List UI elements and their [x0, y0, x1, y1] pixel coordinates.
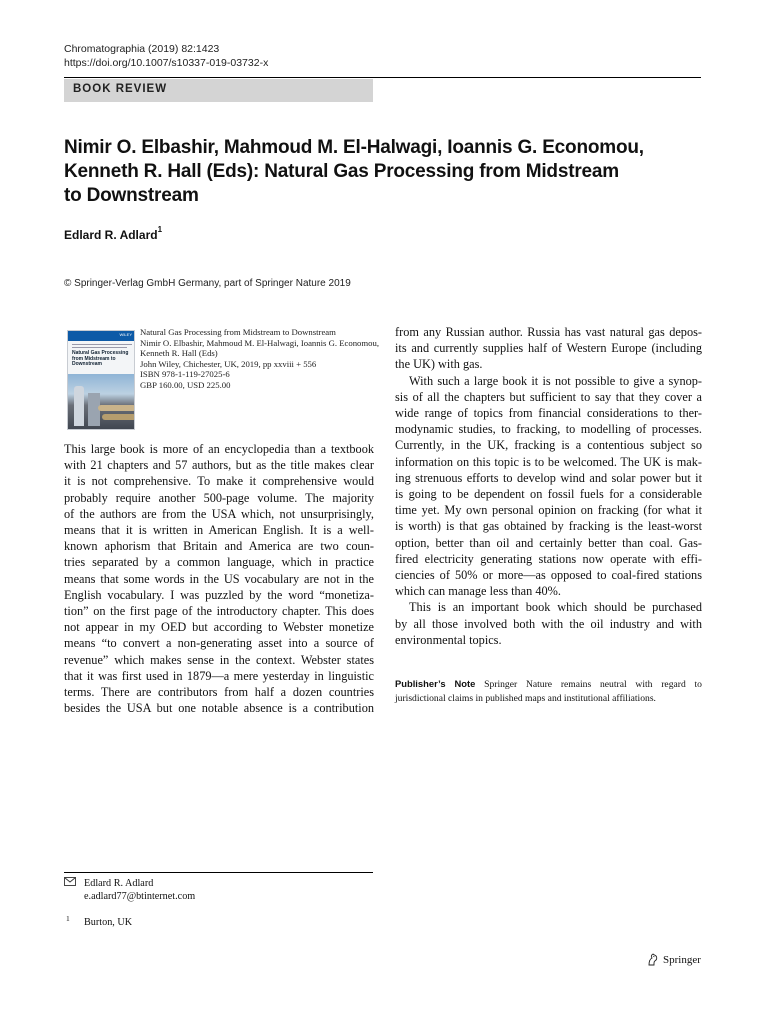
- text-line: means that it is written in American English. It is a well-: [64, 523, 374, 538]
- publishers-note-text: jurisdictional claims in published maps and institutional affiliations.: [395, 692, 656, 704]
- publishers-note: [395, 677, 702, 705]
- title-line: to Downstream: [64, 185, 199, 206]
- publishers-note-label: Publisher’s Note: [395, 678, 476, 689]
- header-rule: [64, 77, 701, 78]
- text-line: probably require another 500-page volume. The majority: [64, 490, 374, 505]
- cover-title: Natural Gas Processing from Midstream to Downstream: [72, 350, 129, 368]
- springer-logo-text: Springer: [663, 953, 701, 966]
- text-line: with 21 chapters and 57 authors, but as the title makes clear: [64, 458, 374, 473]
- book-info-line: GBP 160.00, USD 225.00: [140, 379, 231, 390]
- text-line: English vocabulary. I was puzzled by the word “monetiza-: [64, 587, 374, 602]
- text-line: time yet. My own personal opinion on fracking (for what it: [395, 503, 702, 518]
- text-line: wide range of topics from financial considerations to ther-: [395, 406, 702, 421]
- text-line: means “to convert a non-generating asset into a source of: [64, 636, 374, 651]
- author-line: [64, 227, 162, 242]
- copyright-notice: © Springer-Verlag GmbH Germany, part of Springer Nature 2019: [64, 278, 351, 289]
- text-line: sis of all the chapters but sufficient to say that they cover a: [395, 389, 702, 404]
- text-line: not appear in my OED but according to Webster monetize: [64, 620, 374, 635]
- text-line: tion” on the first page of the introductory chapter. This does: [64, 604, 374, 619]
- section-band: [64, 79, 373, 102]
- envelope-icon: [64, 877, 76, 889]
- footnote-rule: [64, 872, 373, 873]
- text-line: With such a large book it is not possible to give a synop-: [409, 373, 702, 388]
- affiliation-text: Burton, UK: [84, 917, 133, 928]
- text-line: information on this topic is to be welcomed. The UK is mak-: [395, 454, 702, 469]
- section-label: BOOK REVIEW: [73, 83, 168, 95]
- springer-horse-icon: [647, 953, 659, 966]
- text-line: from any Russian author. Russia has vast natural gas depos-: [395, 325, 702, 339]
- text-line: is worth) is that gas obtained by fracking is the least-worst: [395, 519, 702, 534]
- corresponding-author-email[interactable]: e.adlard77@btinternet.com: [84, 891, 196, 902]
- text-line: revenue” which makes sense in the context. Webster states: [64, 652, 374, 667]
- corresponding-author-name: Edlard R. Adlard: [84, 878, 154, 889]
- title-line: Kenneth R. Hall (Eds): Natural Gas Processing from Midstream: [64, 161, 619, 182]
- text-line: which can manage less than 40%.: [395, 584, 561, 599]
- text-line: tries separated by a common language, which in practice: [64, 555, 374, 570]
- text-line: it is not comprehensive. To make it comprehensive would: [64, 474, 374, 489]
- book-info-line: Natural Gas Processing from Midstream to Downstream: [140, 327, 336, 337]
- text-line: its and currently supplies half of Western Europe (including: [395, 341, 702, 356]
- book-info-line: Kenneth R. Hall (Eds): [140, 348, 218, 359]
- text-line: that it was first used in 1879—a mere yesterday in linguistic: [64, 668, 374, 683]
- text-line: besides the USA but one notable absence is a contribution: [64, 701, 374, 716]
- book-cover-image: [67, 330, 135, 430]
- author-affil-mark: 1: [157, 225, 163, 234]
- article-title: [64, 136, 664, 208]
- left-column-text: [64, 441, 374, 716]
- author-name: Edlard R. Adlard: [64, 228, 158, 242]
- book-info-line: ISBN 978-1-119-27025-6: [140, 369, 230, 380]
- text-line: modynamic studies, to fracking, to modelling of processes.: [395, 422, 702, 437]
- text-line: This large book is more of an encyclopedia than a textbook: [64, 442, 374, 456]
- text-line: of the authors are from the USA which, not unsurprisingly,: [64, 506, 374, 521]
- text-line: the UK) with gas.: [395, 357, 483, 372]
- book-info-line: Nimir O. Elbashir, Mahmoud M. El-Halwagi, Ioannis G. Economou,: [140, 337, 380, 348]
- text-line: means that some words in the US vocabulary are not in the: [64, 571, 374, 586]
- text-line: environmental topics.: [395, 632, 502, 647]
- text-line: Currently, in the UK, fracking is a contentious subject so: [395, 438, 702, 453]
- text-line: ing strenuous efforts to develop wind and solar power but it: [395, 470, 702, 485]
- text-line: This is an important book which should be purchased: [409, 600, 702, 615]
- text-line: terms. There are contributors from half a dozen countries: [64, 685, 374, 700]
- springer-logo: [647, 953, 701, 966]
- affiliation-number: 1: [66, 914, 70, 923]
- cover-publisher-text: WILEY: [119, 332, 132, 337]
- text-line: is going to be dependent on fossil fuels for a considerable: [395, 487, 702, 502]
- publishers-note-text: Springer Nature remains neutral with regard to: [484, 679, 702, 690]
- text-line: fired electricity generating stations now operate with effi-: [395, 551, 702, 566]
- book-details: [140, 327, 379, 391]
- title-line: Nimir O. Elbashir, Mahmoud M. El-Halwagi, Ioannis G. Economou,: [64, 137, 644, 158]
- journal-reference: Chromatographia (2019) 82:1423: [64, 43, 220, 55]
- right-column-text: [395, 324, 702, 648]
- text-line: option, better than oil and certainly better than coal. Gas-: [395, 535, 702, 550]
- book-info-line: John Wiley, Chichester, UK, 2019, pp xxviii + 556: [140, 358, 317, 369]
- text-line: known aphorism that Britain and America are two coun-: [64, 539, 374, 554]
- doi-link[interactable]: https://doi.org/10.1007/s10337-019-03732-x: [64, 57, 269, 69]
- text-line: ciencies of 50% or more—as opposed to coal-fired stations: [395, 568, 702, 583]
- text-line: by all those involved both with the oil industry and with: [395, 616, 702, 631]
